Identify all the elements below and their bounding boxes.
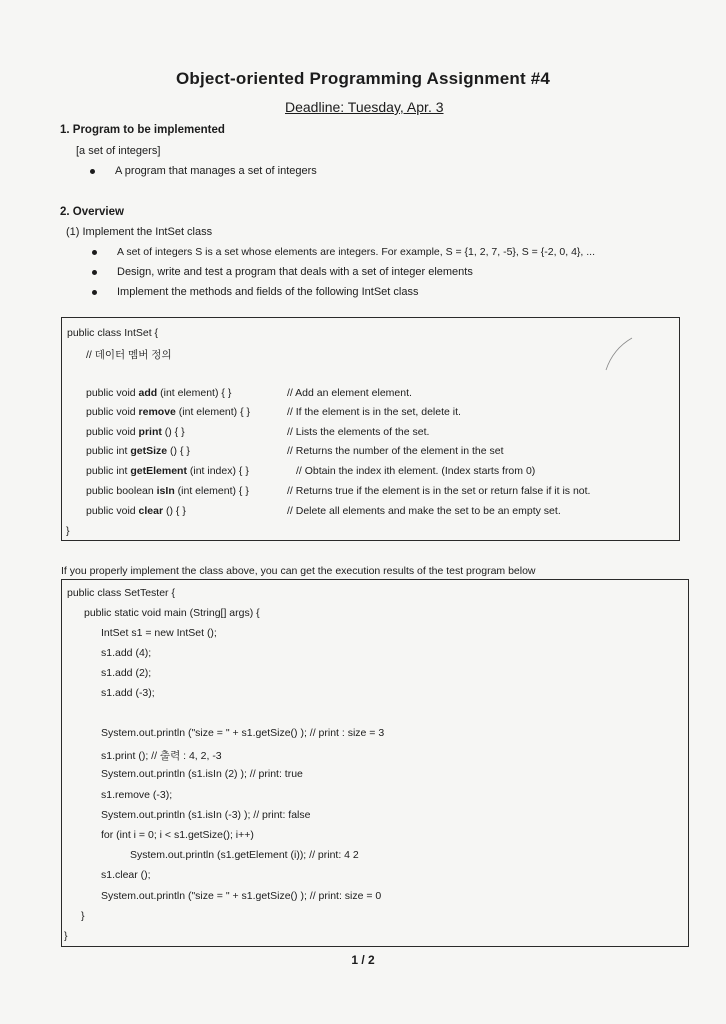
method-getsize: public int getSize () { } — [86, 445, 190, 457]
section1-heading: 1. Program to be implemented — [60, 124, 225, 136]
bullet-text: Implement the methods and fields of the following IntSet class — [117, 286, 419, 298]
code-line: s1.print (); // 출력 : 4, 2, -3 — [101, 750, 222, 762]
pen-stroke-mark — [604, 336, 634, 372]
section2-bullet-1 — [117, 246, 595, 258]
code-line: s1.add (2); — [101, 667, 152, 679]
code-line: } — [64, 930, 68, 942]
intset-class-close: } — [66, 525, 70, 537]
section1-subtitle: [a set of integers] — [76, 145, 161, 157]
method-remove: public void remove (int element) { } — [86, 406, 251, 418]
code-line: s1.remove (-3); — [101, 789, 173, 801]
method-clear: public void clear () { } — [86, 505, 186, 517]
method-isin-comment: // Returns true if the element is in the set or return false if it is not. — [287, 485, 591, 497]
code-line: IntSet s1 = new IntSet (); — [101, 627, 217, 639]
section1-bullet — [115, 165, 317, 177]
method-isin: public boolean isIn (int element) { } — [86, 485, 249, 497]
method-remove-comment: // If the element is in the set, delete it. — [287, 406, 461, 418]
intset-class-open: public class IntSet { — [67, 327, 159, 339]
bullet-text: A program that manages a set of integers — [115, 165, 317, 177]
bullet-dot-icon — [92, 290, 97, 295]
page-number: 1 / 2 — [351, 953, 375, 967]
code-line: System.out.println (s1.getElement (i)); // print: 4 2 — [130, 849, 359, 861]
method-getelement-comment: // Obtain the index ith element. (Index starts from 0) — [296, 465, 536, 477]
method-print-comment: // Lists the elements of the set. — [287, 426, 430, 438]
code-line: } — [81, 910, 85, 922]
code-line: s1.add (4); — [101, 647, 152, 659]
method-add: public void add (int element) { } — [86, 387, 232, 399]
section2-subheading: (1) Implement the IntSet class — [66, 226, 213, 238]
bullet-text: Design, write and test a program that deals with a set of integer elements — [117, 266, 473, 278]
code-line: for (int i = 0; i < s1.getSize(); i++) — [101, 829, 254, 841]
method-add-comment: // Add an element element. — [287, 387, 412, 399]
bullet-dot-icon — [92, 250, 97, 255]
method-getsize-comment: // Returns the number of the element in the set — [287, 445, 504, 457]
document-title: Object-oriented Programming Assignment #4 — [175, 69, 551, 88]
bullet-text: A set of integers S is a set whose elements are integers. For example, S = {1, 2, 7, -5}, S = {-2, 0, 4}, ... — [117, 246, 596, 258]
method-getelement: public int getElement (int index) { } — [86, 465, 249, 477]
deadline: Deadline: Tuesday, Apr. 3 — [285, 99, 444, 115]
section2-bullet-3 — [117, 286, 418, 298]
code-line: public static void main (String[] args) { — [84, 607, 260, 619]
data-member-comment: // 데이터 멤버 정의 — [86, 349, 172, 361]
section2-bullet-2 — [117, 266, 473, 278]
bullet-dot-icon — [92, 270, 97, 275]
method-print: public void print () { } — [86, 426, 185, 438]
code-line: System.out.println ("size = " + s1.getSize() ); // print: size = 0 — [101, 890, 382, 902]
code-line: public class SetTester { — [67, 587, 175, 599]
code-line: System.out.println (s1.isIn (2) ); // print: true — [101, 768, 303, 780]
method-clear-comment: // Delete all elements and make the set to be an empty set. — [287, 505, 561, 517]
code-line: System.out.println ("size = " + s1.getSize() ); // print : size = 3 — [101, 727, 385, 739]
code-line: s1.clear (); — [101, 869, 151, 881]
section2-heading: 2. Overview — [60, 206, 124, 218]
intro-text: If you properly implement the class above, you can get the execution results of the test program below — [61, 565, 536, 577]
code-line: s1.add (-3); — [101, 687, 155, 699]
code-line: System.out.println (s1.isIn (-3) ); // print: false — [101, 809, 311, 821]
bullet-dot-icon — [90, 169, 95, 174]
